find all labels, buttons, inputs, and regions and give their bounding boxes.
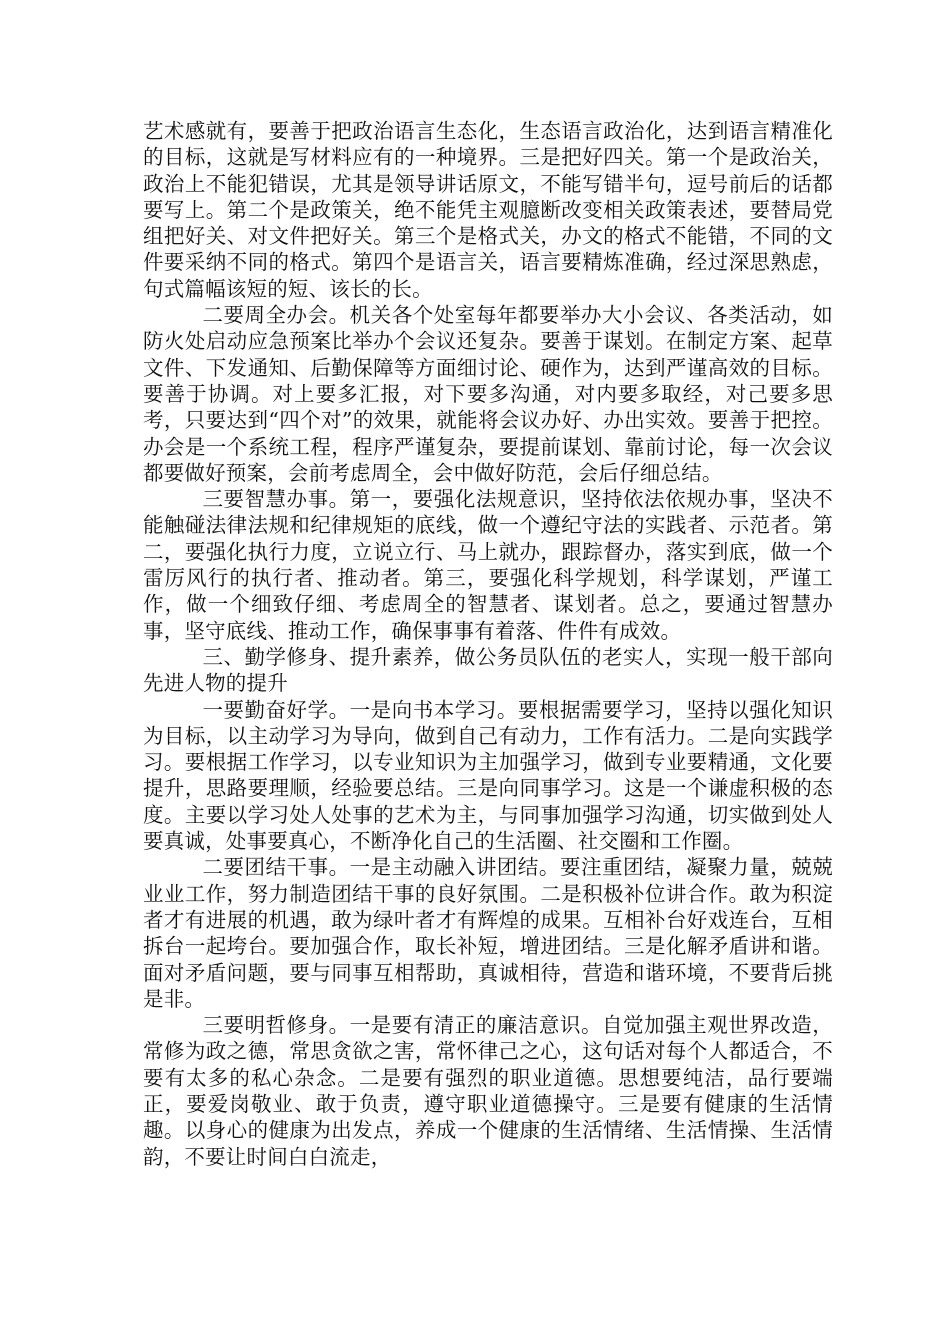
- paragraph-6: 三要明哲修身。一是要有清正的廉洁意识。自觉加强主观世界改造，常修为政之德，常思贪欲之害，常怀律己之心，这句话对每个人都适合，不要有太多的私心杂念。二是要有强烈的职业道德。思想要纯洁，品行要端正，要爱岗敬业、敢于负责，遵守职业道德操守。三是要有健康的生活情趣。以身心的健康为出发点，养成一个健康的生活情绪、生活情操、生活情韵，不要让时间白白流走，: [143, 1013, 833, 1169]
- document-page: [143, 118, 833, 1170]
- paragraph-2: 二要周全办会。机关各个处室每年都要举办大小会议、各类活动，如防火处启动应急预案比举办个会议还复杂。要善于谋划。在制定方案、起草文件、下发通知、后勤保障等方面细讨论、硬作为，达到严谨高效的目标。要善于协调。对上要多汇报，对下要多沟通，对内要多取经，对己要多思考，只要达到“四个对”的效果，就能将会议办好、办出实效。要善于把控。办会是一个系统工程，程序严谨复杂，要提前谋划、靠前讨论，每一次会议都要做好预案，会前考虑周全，会中做好防范，会后仔细总结。: [143, 303, 833, 485]
- paragraph-3: 三要智慧办事。第一，要强化法规意识，坚持依法依规办事，坚决不能触碰法律法规和纪律规矩的底线，做一个遵纪守法的实践者、示范者。第二，要强化执行力度，立说立行、马上就办，跟踪督办，落实到底，做一个雷厉风行的执行者、推动者。第三，要强化科学规划，科学谋划，严谨工作，做一个细致仔细、考虑周全的智慧者、谋划者。总之，要通过智慧办事，坚守底线、推动工作，确保事事有着落、件件有成效。: [143, 487, 833, 643]
- section-heading: 三、勤学修身、提升素养，做公务员队伍的老实人，实现一般干部向先进人物的提升: [143, 644, 833, 696]
- paragraph-1: 艺术感就有，要善于把政治语言生态化，生态语言政治化，达到语言精准化的目标，这就是写材料应有的一种境界。三是把好四关。第一个是政治关，政治上不能犯错误，尤其是领导讲话原文，不能写错半句，逗号前后的话都要写上。第二个是政策关，绝不能凭主观臆断改变相关政策表述，要替局党组把好关、对文件把好关。第三个是格式关，办文的格式不能错，不同的文件要采纳不同的格式。第四个是语言关，语言要精炼准确，经过深思熟虑，句式篇幅该短的短、该长的长。: [143, 119, 833, 301]
- paragraph-5: 二要团结干事。一是主动融入讲团结。要注重团结，凝聚力量，兢兢业业工作，努力制造团结干事的良好氛围。二是积极补位讲合作。敢为积淀者才有进展的机遇，敢为绿叶者才有辉煌的成果。互相补台好戏连台，互相拆台一起垮台。要加强合作，取长补短，增进团结。三是化解矛盾讲和谐。面对矛盾问题，要与同事互相帮助，真诚相待，营造和谐环境，不要背后挑是非。: [143, 855, 833, 1011]
- paragraph-4: 一要勤奋好学。一是向书本学习。要根据需要学习，坚持以强化知识为目标，以主动学习为导向，做到自己有动力，工作有活力。二是向实践学习。要根据工作学习，以专业知识为主加强学习，做到专业要精通，文化要提升，思路要理顺，经验要总结。三是向同事学习。这是一个谦虚积极的态度。主要以学习处人处事的艺术为主，与同事加强学习沟通，切实做到处人要真诚，处事要真心，不断净化自己的生活圈、社交圈和工作圈。: [143, 697, 833, 854]
